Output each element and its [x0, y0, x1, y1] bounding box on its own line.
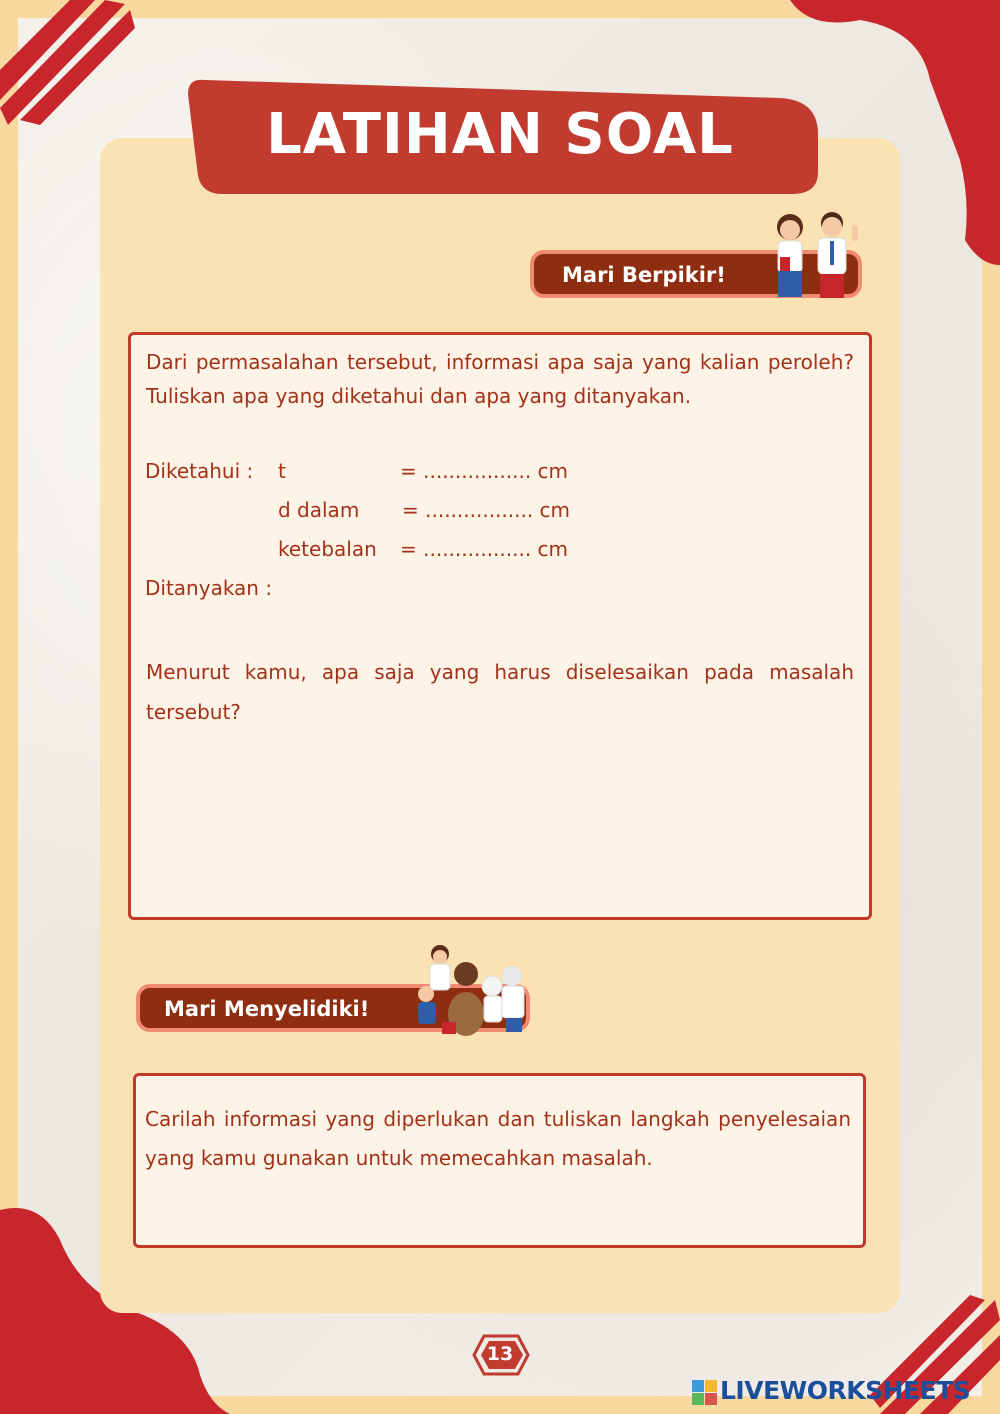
question-paragraph: Menurut kamu, apa saja yang harus diselesaikan pada masalah tersebut? [146, 660, 854, 724]
page-number-badge [470, 1332, 530, 1378]
section-label-text: Mari Menyelidiki! [164, 997, 370, 1021]
section-label-text: Mari Berpikir! [562, 263, 726, 287]
known-eq-d-dalam: = ................. cm [402, 498, 571, 522]
known-var-d-dalam: d dalam [278, 498, 360, 522]
known-var-t: t [278, 459, 286, 483]
known-eq-t: = ................. cm [400, 459, 569, 483]
known-var-ketebalan: ketebalan [278, 537, 377, 561]
thinking-answer-box [128, 332, 872, 920]
liveworksheets-logo-icon [692, 1380, 718, 1406]
intro-paragraph: Dari permasalahan tersebut, informasi apa saja yang kalian peroleh? Tuliskan apa yang diketahui dan apa yang ditanyakan. [146, 350, 854, 408]
investigation-paragraph: Carilah informasi yang diperlukan dan tuliskan langkah penyelesaian yang kamu gunakan untuk memecahkan masalah. [145, 1107, 851, 1170]
top-left-stripes-decoration [0, 0, 140, 130]
known-eq-ketebalan: = ................. cm [400, 537, 569, 561]
liveworksheets-watermark [692, 1374, 992, 1408]
asked-label: Ditanyakan : [145, 576, 273, 600]
known-label: Diketahui : [145, 459, 254, 483]
title-banner [180, 76, 820, 194]
page-title: LATIHAN SOAL [266, 102, 734, 167]
watermark-text: LIVEWORKSHEETS [720, 1376, 971, 1405]
study-group-illustration [414, 942, 534, 1038]
page-number: 13 [486, 1343, 514, 1365]
students-illustration [762, 205, 862, 301]
